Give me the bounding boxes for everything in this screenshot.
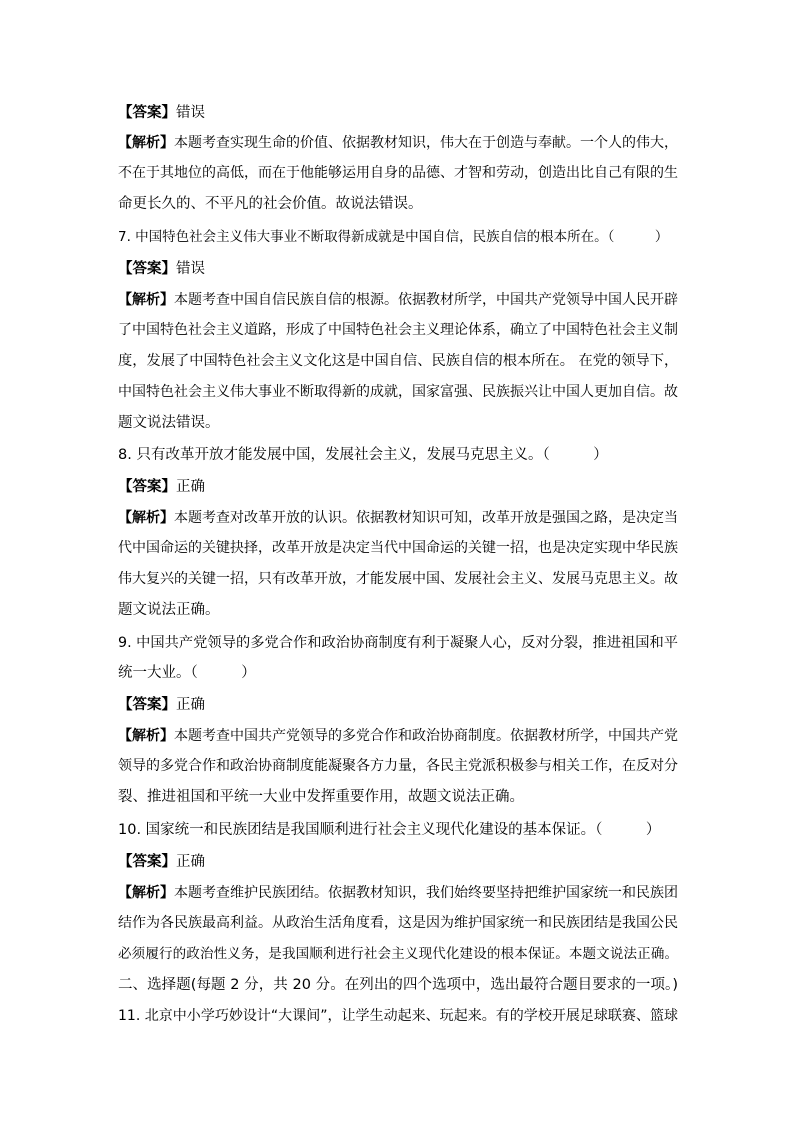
answer-line: [118, 477, 205, 497]
analysis-line: [118, 290, 678, 310]
analysis-line: [118, 883, 678, 903]
question-text: 7. 中国特色社会主义伟大事业不断取得新成就是中国自信，民族自信的根本所在。（ ）: [118, 229, 669, 245]
text-line: [118, 382, 678, 402]
question-9: [118, 633, 678, 653]
line-text: 命更长久的、不平凡的社会价值。故说法错误。: [118, 196, 423, 212]
line-text: 裂、推进祖国和平统一大业中发挥重要作用，故题文说法正确。: [118, 789, 524, 805]
line-text: 统一大业。（ ）: [118, 665, 256, 681]
analysis-line: [118, 726, 678, 746]
answer-label: 【答案】: [118, 479, 176, 495]
analysis-label: 【解析】: [118, 728, 174, 744]
line-text: 不在于其地位的高低，而在于他能够运用自身的品德、才智和劳动，创造出比自己有限的生: [118, 165, 678, 181]
analysis-text: 本题考查对改革开放的认识。依据教材知识可知，改革开放是强国之路，是决定当: [174, 510, 678, 526]
line-text: 中国特色社会主义伟大事业不断取得新的成就，国家富强、民族振兴让中国人更加自信。故: [118, 384, 678, 400]
analysis-text: 本题考查中国共产党领导的多党合作和政治协商制度。依据教材所学，中国共产党: [174, 728, 678, 744]
analysis-text: 本题考查维护民族团结。依据教材知识，我们始终要坚持把维护国家统一和民族团: [174, 885, 678, 901]
question-text: 11. 北京中小学巧妙设计“大课间”，让学生动起来、玩起来。有的学校开展足球联赛、篮球: [118, 1008, 678, 1024]
line-text: 度，发展了中国特色社会主义文化这是中国自信、民族自信的根本所在。 在党的领导下，: [118, 353, 679, 369]
line-text: 了中国特色社会主义道路，形成了中国特色社会主义理论体系，确立了中国特色社会主义制: [118, 322, 678, 338]
text-line: [118, 663, 256, 683]
text-line: [118, 600, 220, 620]
answer-label: 【答案】: [118, 854, 176, 870]
question-8: [118, 445, 608, 465]
text-line: [118, 913, 678, 933]
analysis-text: 本题考查实现生命的价值、依据教材知识，伟大在于创造与奉献。一个人的伟大，: [174, 135, 678, 151]
analysis-label: 【解析】: [118, 292, 174, 308]
line-text: 代中国命运的关键抉择，改革开放是决定当代中国命运的关键一招，也是决定实现中华民族: [118, 540, 678, 556]
line-text: 结作为各民族最高利益。从政治生活角度看，这是因为维护国家统一和民族团结是我国公民: [118, 915, 678, 931]
text-line: [118, 756, 678, 776]
text-line: [118, 413, 220, 433]
answer-value: 错误: [176, 261, 205, 277]
answer-line: [118, 259, 205, 279]
text-line: [118, 320, 678, 340]
text-line: [118, 944, 678, 964]
question-text: 8. 只有改革开放才能发展中国，发展社会主义，发展马克思主义。（ ）: [118, 447, 608, 463]
line-text: 必须履行的政治性义务，是我国顺利进行社会主义现代化建设的根本保证。本题文说法正确。: [118, 946, 678, 962]
answer-value: 错误: [176, 105, 205, 121]
text-line: [118, 787, 524, 807]
line-text: 题文说法错误。: [118, 415, 220, 431]
analysis-line: [118, 133, 678, 153]
text-line: [118, 194, 423, 214]
answer-label: 【答案】: [118, 261, 176, 277]
line-text: 题文说法正确。: [118, 602, 220, 618]
answer-line: [118, 103, 205, 123]
section-title: 二、选择题(每题 2 分，共 20 分。在列出的四个选项中，选出最符合题目要求的一项。): [118, 977, 678, 993]
answer-line: [118, 852, 205, 872]
text-line: [118, 569, 678, 589]
analysis-label: 【解析】: [118, 510, 174, 526]
answer-label: 【答案】: [118, 105, 176, 121]
text-line: [118, 163, 678, 183]
line-text: 伟大复兴的关键一招，只有改革开放，才能发展中国、发展社会主义、发展马克思主义。故: [118, 571, 678, 587]
text-line: [118, 538, 678, 558]
question-text: 10. 国家统一和民族团结是我国顺利进行社会主义现代化建设的基本保证。（ ）: [118, 822, 661, 838]
answer-value: 正确: [176, 854, 205, 870]
question-7: [118, 227, 668, 247]
line-text: 领导的多党合作和政治协商制度能凝聚各方力量，各民主党派积极参与相关工作，在反对分: [118, 758, 678, 774]
analysis-label: 【解析】: [118, 885, 174, 901]
section-heading: [118, 975, 678, 995]
answer-line: [118, 695, 205, 715]
answer-value: 正确: [176, 479, 205, 495]
analysis-line: [118, 508, 678, 528]
text-line: [118, 351, 678, 371]
question-text: 9. 中国共产党领导的多党合作和政治协商制度有利于凝聚人心，反对分裂，推进祖国和平: [118, 635, 678, 651]
question-11: [118, 1006, 678, 1026]
question-10: [118, 820, 660, 840]
answer-label: 【答案】: [118, 697, 176, 713]
analysis-label: 【解析】: [118, 135, 174, 151]
answer-value: 正确: [176, 697, 205, 713]
analysis-text: 本题考查中国自信民族自信的根源。依据教材所学，中国共产党领导中国人民开辟: [174, 292, 678, 308]
